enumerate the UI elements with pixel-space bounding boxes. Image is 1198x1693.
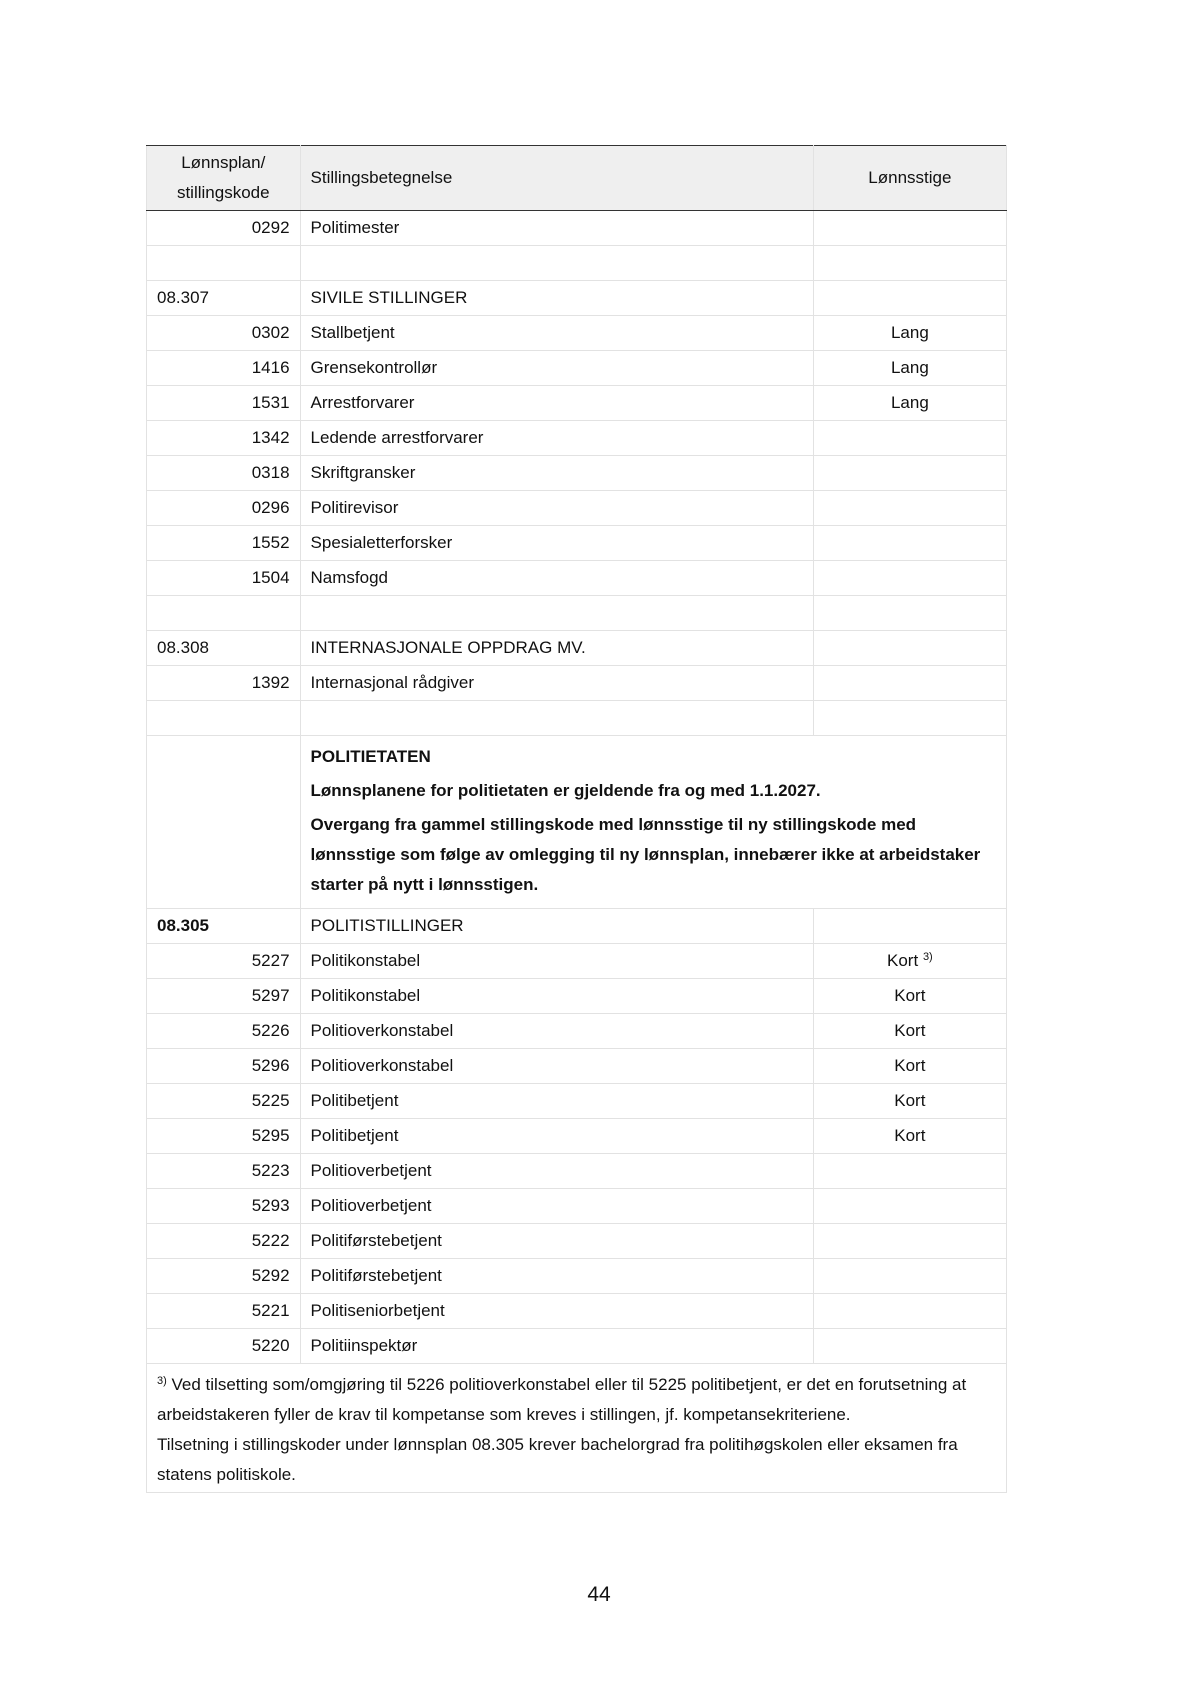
table-row — [147, 1084, 1007, 1119]
position-code: 0296 — [147, 491, 301, 526]
header-plan-code: Lønnsplan/ stillingskode — [147, 146, 301, 211]
group-title: SIVILE STILLINGER — [300, 281, 813, 316]
position-code: 5221 — [147, 1294, 301, 1329]
salary-ladder: Kort — [813, 1084, 1006, 1119]
position-title: Politirevisor — [300, 491, 813, 526]
group-plan-code: 08.307 — [147, 281, 301, 316]
table-group-08-308 — [147, 631, 1007, 666]
salary-ladder: Lang — [813, 351, 1006, 386]
position-title — [300, 246, 813, 281]
table-row — [147, 561, 1007, 596]
salary-plan-table — [146, 145, 1007, 1493]
table-row — [147, 666, 1007, 701]
table-row — [147, 316, 1007, 351]
position-code: 5297 — [147, 979, 301, 1014]
position-code: 0292 — [147, 211, 301, 246]
table-row — [147, 979, 1007, 1014]
footnote-section — [147, 1364, 1007, 1493]
position-code: 5227 — [147, 944, 301, 979]
position-code: 5293 — [147, 1189, 301, 1224]
table-section-top — [147, 211, 1007, 281]
group-plan-code: 08.305 — [147, 909, 301, 944]
salary-ladder — [813, 666, 1006, 701]
salary-ladder — [813, 526, 1006, 561]
position-title: Namsfogd — [300, 561, 813, 596]
footnote-cell — [147, 1364, 1007, 1493]
position-title: Politikonstabel — [300, 979, 813, 1014]
position-code: 1416 — [147, 351, 301, 386]
salary-ladder — [813, 491, 1006, 526]
table-group-08-307 — [147, 281, 1007, 316]
position-title: Politikonstabel — [300, 944, 813, 979]
table-row — [147, 596, 1007, 631]
position-code: 1392 — [147, 666, 301, 701]
position-title: Politiseniorbetjent — [300, 1294, 813, 1329]
table-row — [147, 456, 1007, 491]
salary-ladder — [813, 561, 1006, 596]
position-title: Spesialetterforsker — [300, 526, 813, 561]
note-heading: POLITIETATEN — [310, 747, 431, 766]
position-title: Politibetjent — [300, 1084, 813, 1119]
position-title: Politibetjent — [300, 1119, 813, 1154]
politietaten-note — [147, 736, 1007, 909]
salary-ladder — [813, 1189, 1006, 1224]
table-row — [147, 491, 1007, 526]
table-row — [147, 1049, 1007, 1084]
group-row — [147, 631, 1007, 666]
note-empty-cell — [147, 736, 301, 909]
table-group-08-305 — [147, 909, 1007, 979]
table-row — [147, 1154, 1007, 1189]
salary-ladder: Lang — [813, 386, 1006, 421]
position-title: Skriftgransker — [300, 456, 813, 491]
header-salary-ladder: Lønnsstige — [813, 146, 1006, 211]
salary-ladder — [813, 1259, 1006, 1294]
footnote-body: Ved tilsetting som/omgjøring til 5226 politioverkonstabel eller til 5225 politibetjent, er det en forutsetning at arbeidstakeren fyller de krav til kompetanse som kreves i stillingen, jf. kompetansekriteriene. — [157, 1375, 967, 1424]
table-row — [147, 1259, 1007, 1294]
salary-ladder-value: Kort — [887, 951, 919, 970]
position-title: Ledende arrestforvarer — [300, 421, 813, 456]
table-row — [147, 944, 1007, 979]
table-rows-08-305 — [147, 979, 1007, 1364]
note-transition: Overgang fra gammel stillingskode med lønnsstige til ny stillingskode med lønnsstige som følge av omlegging til ny lønnsplan, innebærer ikke at arbeidstaker starter på nytt i lønnsstigen. — [310, 815, 981, 894]
table-row — [147, 526, 1007, 561]
position-code — [147, 246, 301, 281]
position-title: Politioverkonstabel — [300, 1014, 813, 1049]
salary-ladder — [813, 211, 1006, 246]
footnote-reference: 3) — [922, 951, 933, 963]
salary-ladder: Kort — [813, 1014, 1006, 1049]
salary-ladder — [813, 1294, 1006, 1329]
table-row — [147, 701, 1007, 736]
table-row — [147, 1294, 1007, 1329]
position-title — [300, 596, 813, 631]
salary-ladder — [813, 596, 1006, 631]
table-rows-08-307 — [147, 316, 1007, 631]
salary-ladder — [813, 1154, 1006, 1189]
position-title: Grensekontrollør — [300, 351, 813, 386]
group-row — [147, 909, 1007, 944]
position-title: Politioverbetjent — [300, 1189, 813, 1224]
position-code: 5223 — [147, 1154, 301, 1189]
salary-ladder — [813, 246, 1006, 281]
group-row — [147, 281, 1007, 316]
position-code: 0302 — [147, 316, 301, 351]
footnote-text — [157, 1370, 996, 1430]
position-code: 5295 — [147, 1119, 301, 1154]
salary-ladder — [813, 456, 1006, 491]
table-row — [147, 386, 1007, 421]
table-row — [147, 351, 1007, 386]
table-row — [147, 1014, 1007, 1049]
salary-ladder — [813, 421, 1006, 456]
footnote-row — [147, 1364, 1007, 1493]
position-title: Politiinspektør — [300, 1329, 813, 1364]
group-ladder-cell — [813, 631, 1006, 666]
position-code: 5225 — [147, 1084, 301, 1119]
position-title: Internasjonal rådgiver — [300, 666, 813, 701]
group-title: INTERNASJONALE OPPDRAG MV. — [300, 631, 813, 666]
table-row — [147, 1329, 1007, 1364]
note-effective-date: Lønnsplanene for politietaten er gjeldende fra og med 1.1.2027. — [310, 781, 821, 800]
position-code: 5296 — [147, 1049, 301, 1084]
position-title: Politiførstebetjent — [300, 1224, 813, 1259]
position-title: Politioverkonstabel — [300, 1049, 813, 1084]
position-title: Arrestforvarer — [300, 386, 813, 421]
position-title: Politiførstebetjent — [300, 1259, 813, 1294]
position-code — [147, 596, 301, 631]
position-code: 5220 — [147, 1329, 301, 1364]
salary-ladder — [813, 701, 1006, 736]
table-row — [147, 1189, 1007, 1224]
footnote-marker: 3) — [157, 1375, 167, 1387]
position-code: 5292 — [147, 1259, 301, 1294]
position-title: Stallbetjent — [300, 316, 813, 351]
table-rows-08-308 — [147, 666, 1007, 736]
salary-ladder: Lang — [813, 316, 1006, 351]
position-code: 0318 — [147, 456, 301, 491]
salary-ladder — [813, 1329, 1006, 1364]
position-code: 5226 — [147, 1014, 301, 1049]
position-title — [300, 701, 813, 736]
table-row — [147, 1119, 1007, 1154]
group-title: POLITISTILLINGER — [300, 909, 813, 944]
header-position-title: Stillingsbetegnelse — [300, 146, 813, 211]
salary-ladder: Kort — [813, 979, 1006, 1014]
salary-ladder — [813, 1224, 1006, 1259]
table-row — [147, 211, 1007, 246]
note-row — [147, 736, 1007, 909]
page-number: 44 — [587, 1583, 611, 1606]
position-code: 1531 — [147, 386, 301, 421]
salary-ladder — [813, 944, 1006, 979]
group-ladder-cell — [813, 909, 1006, 944]
table-row — [147, 421, 1007, 456]
group-plan-code: 08.308 — [147, 631, 301, 666]
position-code — [147, 701, 301, 736]
table-header-row — [147, 146, 1007, 211]
position-title: Politimester — [300, 211, 813, 246]
group-ladder-cell — [813, 281, 1006, 316]
salary-ladder: Kort — [813, 1049, 1006, 1084]
table-row — [147, 246, 1007, 281]
position-title: Politioverbetjent — [300, 1154, 813, 1189]
position-code: 1504 — [147, 561, 301, 596]
position-code: 5222 — [147, 1224, 301, 1259]
position-code: 1342 — [147, 421, 301, 456]
table-row — [147, 1224, 1007, 1259]
position-code: 1552 — [147, 526, 301, 561]
salary-ladder: Kort — [813, 1119, 1006, 1154]
footnote-requirement: Tilsetning i stillingskoder under lønnsplan 08.305 krever bachelorgrad fra politihøgskolen eller eksamen fra statens politiskole. — [157, 1435, 958, 1484]
note-cell — [300, 736, 1006, 909]
